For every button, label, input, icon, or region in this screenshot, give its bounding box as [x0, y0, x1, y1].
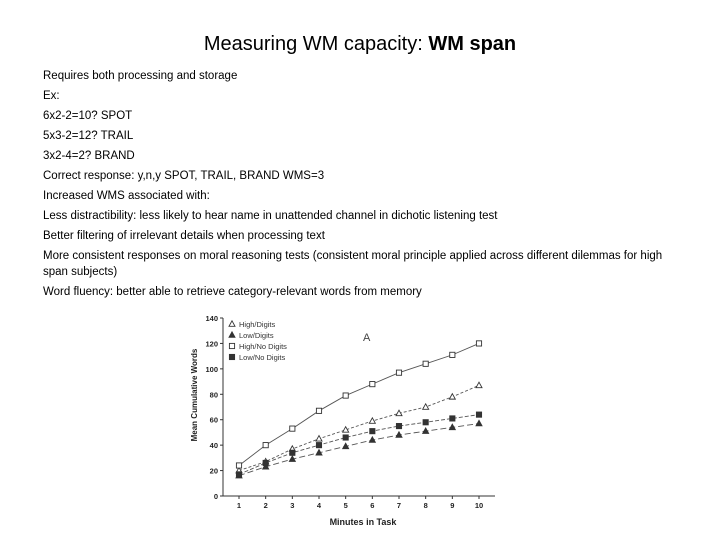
x-tick-label: 7 [396, 501, 402, 510]
x-tick-label: 3 [290, 501, 295, 510]
legend-marker [229, 343, 234, 348]
data-point [450, 416, 455, 421]
chart-panel-label: A [363, 332, 371, 344]
data-point [316, 443, 321, 448]
x-tick-label: 2 [263, 501, 268, 510]
text-line: Correct response: y,n,y SPOT, TRAIL, BRAND WMS=3 [43, 170, 325, 182]
slide-title [0, 30, 720, 58]
data-point [423, 420, 428, 425]
data-point [290, 426, 295, 431]
legend-label: High/No Digits [239, 342, 287, 351]
data-point [396, 423, 401, 428]
title-bold: WM span [428, 33, 517, 55]
data-point [423, 361, 428, 366]
y-tick-label: 40 [209, 441, 218, 451]
text-line: Ex: [43, 90, 60, 102]
x-tick-label: 10 [474, 501, 484, 510]
y-tick-label: 100 [205, 364, 218, 374]
data-point [449, 394, 455, 400]
x-tick-label: 5 [343, 501, 348, 510]
legend-marker [229, 332, 235, 338]
text-line: 5x3-2=12? TRAIL [43, 130, 134, 142]
data-point [370, 382, 375, 387]
x-tick-label: 8 [423, 501, 428, 510]
data-point [396, 370, 401, 375]
chart-x-axis-label: Minutes in Task [329, 517, 397, 527]
chart-y-axis-label: Mean Cumulative Words [190, 348, 199, 442]
x-tick-label: 1 [236, 501, 242, 510]
x-tick-label: 6 [370, 501, 375, 510]
data-point [476, 341, 481, 346]
x-tick-label: 9 [450, 501, 455, 510]
data-point [263, 443, 268, 448]
data-point [316, 408, 321, 413]
data-point [450, 352, 455, 357]
cumulative-words-chart [185, 310, 505, 532]
data-point [263, 460, 268, 465]
y-tick-label: 80 [209, 390, 218, 400]
data-point [370, 429, 375, 434]
data-point [343, 393, 348, 398]
series-line-2 [239, 424, 479, 476]
data-point [290, 450, 295, 455]
text-line: More consistent responses on moral reasoning tests (consistent moral principle applied across different dilemmas for high span subjects) [43, 250, 663, 278]
legend-marker [229, 321, 235, 327]
data-point [316, 436, 322, 441]
chart-legend [229, 320, 287, 362]
y-tick-label: 20 [209, 466, 218, 476]
data-point [369, 418, 375, 424]
legend-label: Low/Digits [239, 331, 274, 340]
data-point [236, 472, 241, 477]
y-tick-label: 60 [209, 415, 218, 425]
series-line-4 [239, 415, 479, 475]
y-tick-label: 120 [205, 339, 218, 349]
data-point [236, 463, 241, 468]
data-point [476, 382, 482, 388]
legend-label: Low/No Digits [239, 353, 286, 362]
text-line: Word fluency: better able to retrieve category-relevant words from memory [43, 286, 422, 298]
y-tick-label: 140 [205, 314, 218, 323]
text-line: 3x2-4=2? BRAND [43, 150, 135, 162]
legend-label: High/Digits [239, 320, 276, 329]
y-tick-label: 0 [213, 492, 218, 501]
data-point [343, 435, 348, 440]
title-main: Measuring WM capacity: [203, 33, 429, 55]
data-point [476, 420, 482, 426]
x-tick-label: 4 [316, 501, 322, 510]
text-line: Requires both processing and storage [43, 70, 238, 82]
text-line: 6x2-2=10? SPOT [43, 110, 133, 122]
text-line: Increased WMS associated with: [43, 190, 210, 202]
text-body [43, 66, 683, 302]
data-point [476, 412, 481, 417]
legend-marker [229, 354, 234, 359]
text-line: Less distractibility: less likely to hear name in unattended channel in dichotic listening test [43, 210, 498, 222]
text-line: Better filtering of irrelevant details when processing text [43, 230, 325, 242]
series-line-1 [239, 385, 479, 470]
data-point [423, 404, 429, 410]
